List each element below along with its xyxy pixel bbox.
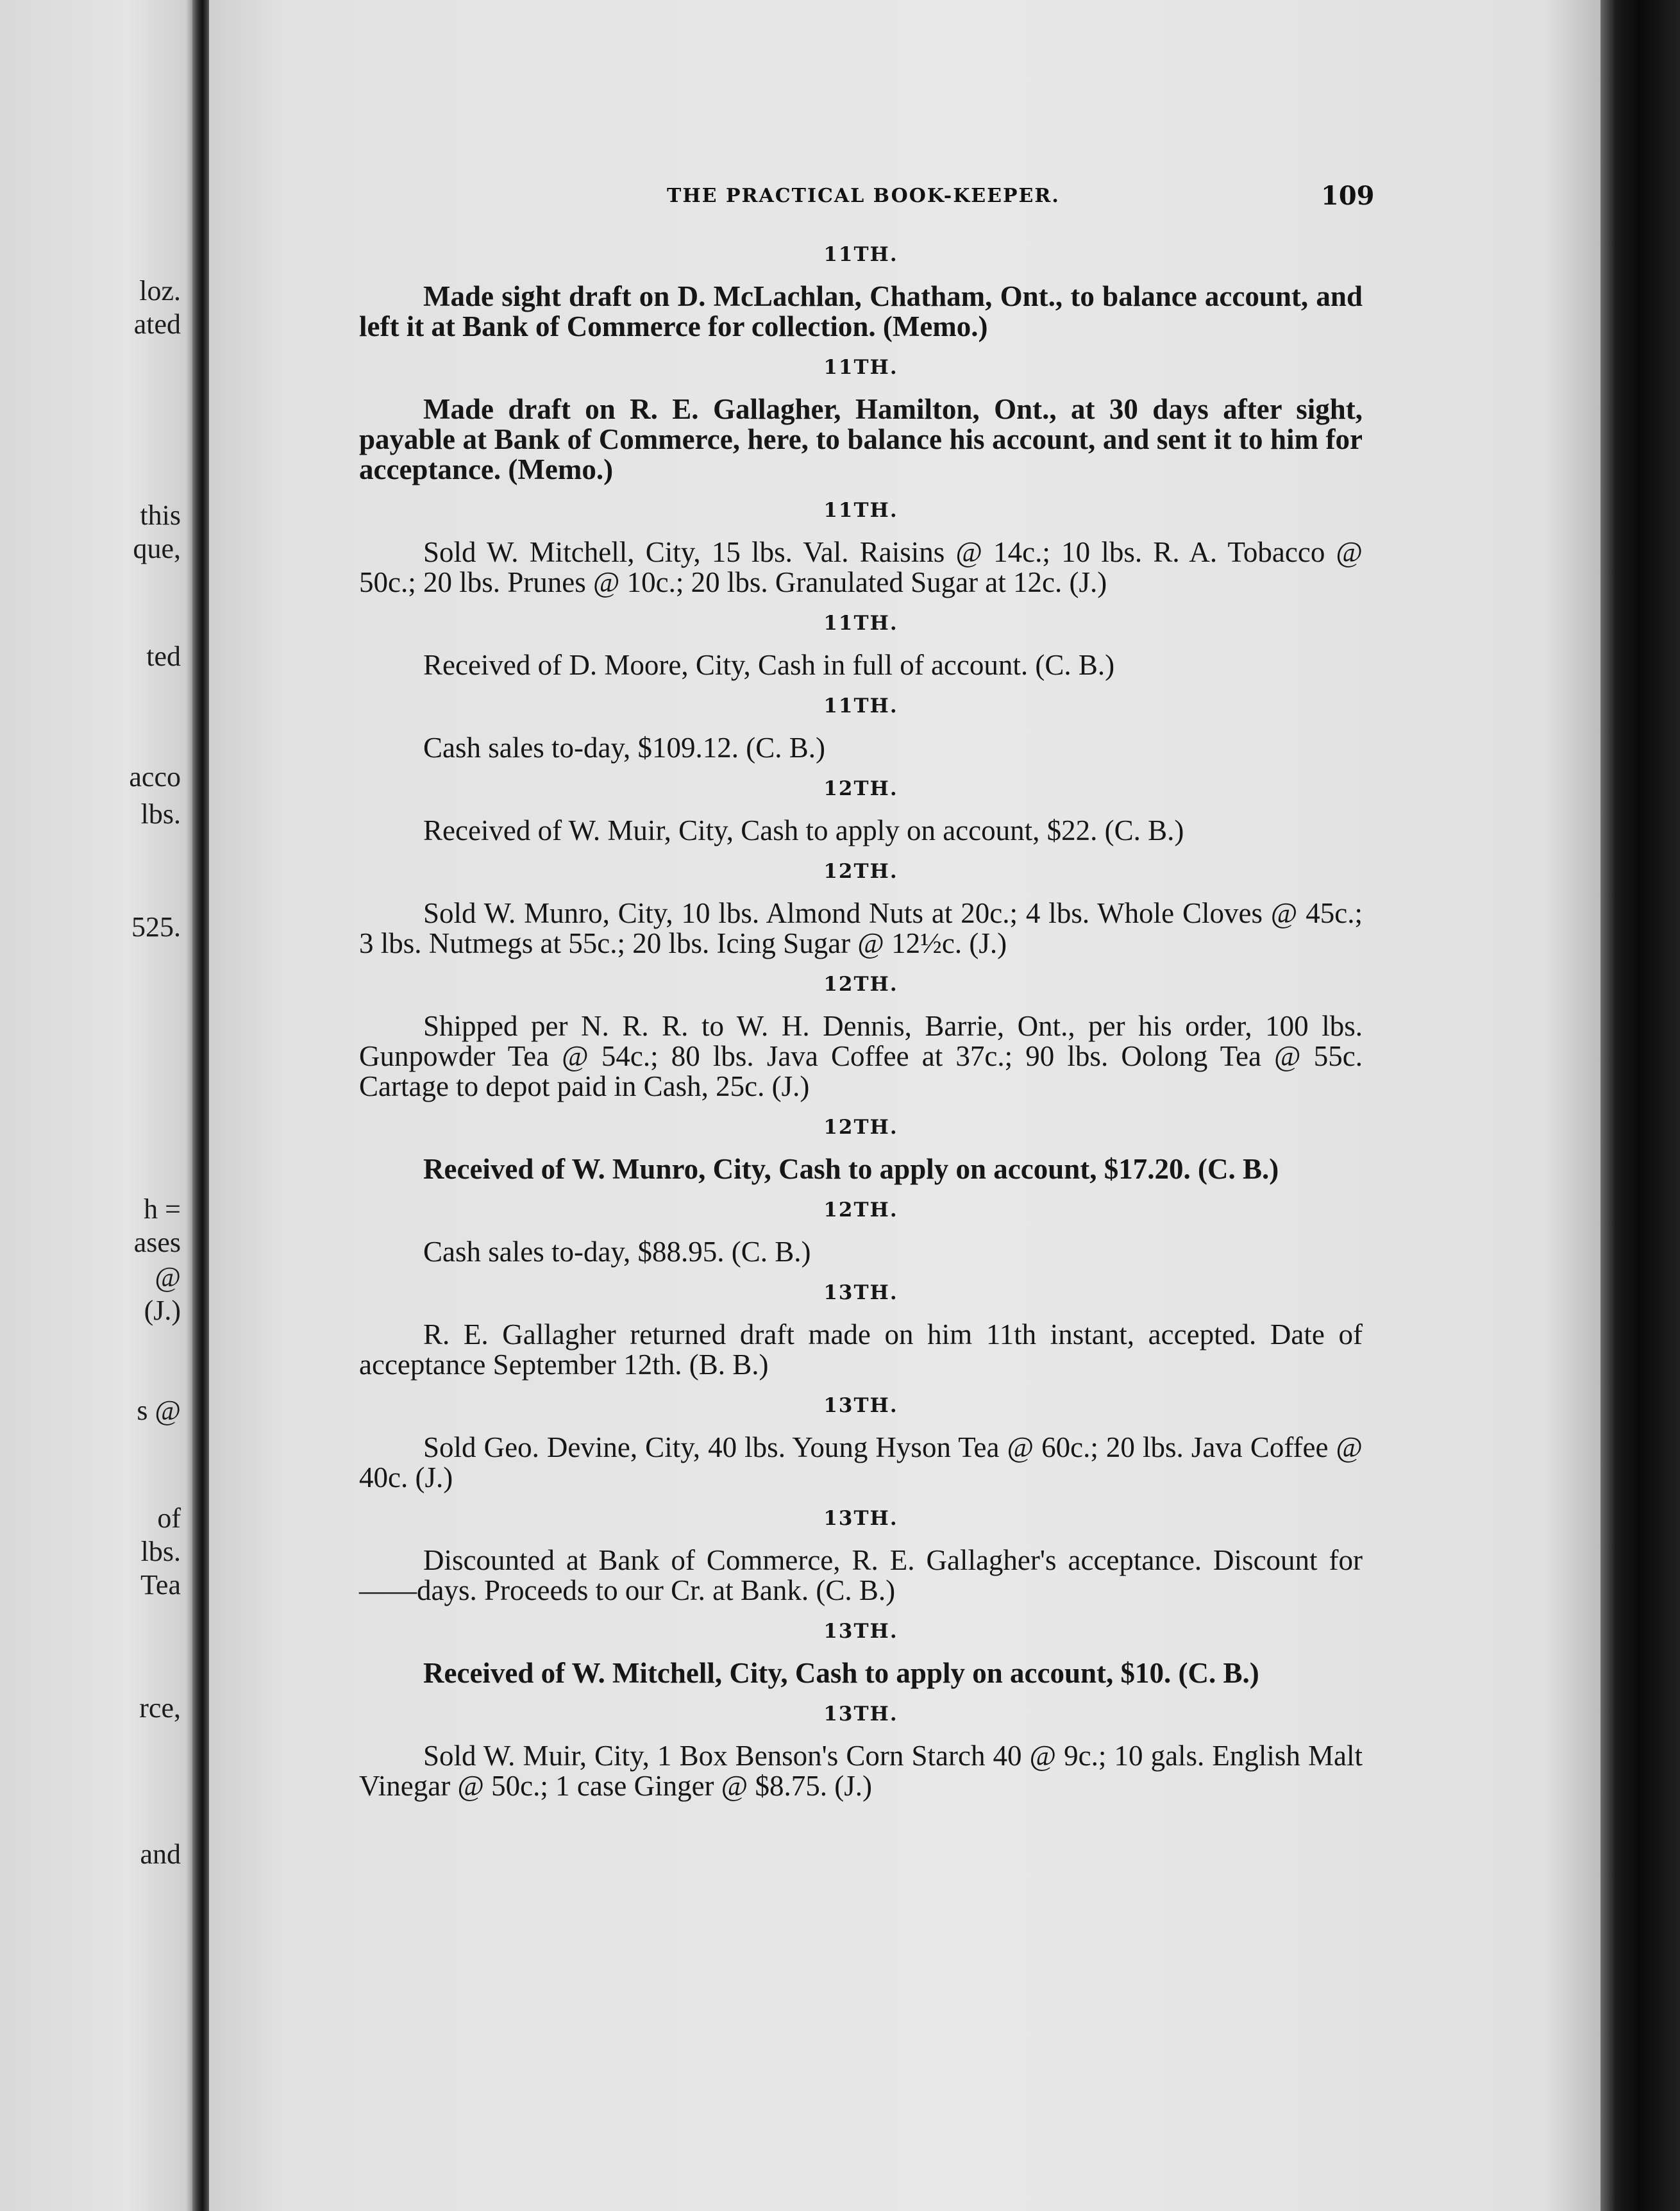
page-number: 109: [1321, 181, 1375, 211]
left-fragment: loz.: [139, 275, 181, 307]
left-fragment: h =: [144, 1193, 181, 1225]
entry-text: Sold W. Mitchell, City, 15 lbs. Val. Raisins @ 14c.; 10 lbs. R. A. Tobacco @ 50c.; 20 lbs. Prunes @ 10c.; 20 lbs. Granulated Sugar at 12c. (J.): [359, 536, 1363, 598]
entry-date: 12TH.: [823, 860, 898, 883]
entry-text: Made sight draft on D. McLachlan, Chatham, Ont., to balance account, and left it at Bank of Commerce for collection. (Memo.): [359, 280, 1363, 342]
left-fragment: ated: [133, 308, 181, 340]
left-fragment: ted: [146, 641, 181, 672]
entry-date: 12TH.: [823, 1198, 898, 1222]
left-fragment: this: [140, 500, 181, 531]
journal-entry: [359, 775, 1363, 846]
left-fragment: lbs.: [140, 798, 181, 830]
running-title: THE PRACTICAL BOOK-KEEPER.: [667, 185, 1060, 207]
left-fragment: lbs.: [140, 1536, 181, 1567]
entry-text: Received of W. Mitchell, City, Cash to apply on account, $10. (C. B.): [423, 1657, 1259, 1689]
entry-date: 13TH.: [823, 1507, 898, 1530]
entry-date: 11TH.: [823, 499, 898, 522]
journal-entry: [359, 1617, 1363, 1688]
entry-date: 12TH.: [823, 777, 898, 800]
left-fragment: @: [155, 1261, 181, 1293]
entry-text: Received of W. Muir, City, Cash to apply on account, $22. (C. B.): [423, 814, 1184, 846]
entry-text: R. E. Gallagher returned draft made on him 11th instant, accepted. Date of acceptance September 12th. (B. B.): [359, 1318, 1363, 1381]
journal-entry: [359, 1113, 1363, 1184]
entry-text: Sold W. Munro, City, 10 lbs. Almond Nuts at 20c.; 4 lbs. Whole Cloves @ 45c.; 3 lbs. Nutmegs at 55c.; 20 lbs. Icing Sugar @ 12½c. (J.): [359, 897, 1363, 959]
left-fragment: Tea: [140, 1569, 181, 1601]
entry-date: 11TH.: [823, 694, 898, 718]
journal-entry: [359, 496, 1363, 598]
journal-entry: [359, 692, 1363, 763]
journal-entry: [359, 353, 1363, 485]
entry-date: 13TH.: [823, 1620, 898, 1643]
entry-text: Received of W. Munro, City, Cash to apply on account, $17.20. (C. B.): [423, 1153, 1279, 1185]
entry-date: 11TH.: [823, 243, 898, 266]
journal-entry: [359, 240, 1363, 342]
journal-entry: [359, 1196, 1363, 1267]
entry-text: Discounted at Bank of Commerce, R. E. Gallagher's acceptance. Discount for ——days. Proceeds to our Cr. at Bank. (C. B.): [359, 1544, 1363, 1606]
entry-text: Shipped per N. R. R. to W. H. Dennis, Barrie, Ont., per his order, 100 lbs. Gunpowder Tea @ 54c.; 80 lbs. Java Coffee at 37c.; 90 lbs. Oolong Tea @ 55c. Cartage to depot paid in Cash, 25c. (J.): [359, 1010, 1363, 1102]
entry-text: Sold W. Muir, City, 1 Box Benson's Corn Starch 40 @ 9c.; 10 gals. English Malt Vinegar @ 50c.; 1 case Ginger @ $8.75. (J.): [359, 1740, 1363, 1802]
left-fragment: que,: [133, 533, 181, 564]
left-fragment: rce,: [139, 1692, 181, 1724]
entry-text: Made draft on R. E. Gallagher, Hamilton, Ont., at 30 days after sight, payable at Bank of Commerce, here, to balance his account, and sent it to him for acceptance. (Memo.): [359, 393, 1363, 485]
entry-date: 12TH.: [823, 973, 898, 996]
journal-entry: [359, 609, 1363, 680]
entry-text: Cash sales to-day, $109.12. (C. B.): [423, 732, 826, 764]
entry-text: Cash sales to-day, $88.95. (C. B.): [423, 1236, 811, 1268]
left-fragment: of: [157, 1502, 181, 1534]
journal-entry: [359, 1279, 1363, 1380]
entry-date: 13TH.: [823, 1394, 898, 1417]
left-fragment: ases: [133, 1227, 181, 1258]
left-fragment: 525.: [131, 911, 181, 943]
journal-entry: [359, 970, 1363, 1102]
journal-entry: [359, 1700, 1363, 1801]
left-fragment: acco: [129, 761, 181, 793]
journal-entry: [359, 1504, 1363, 1606]
entry-date: 11TH.: [823, 612, 898, 635]
entry-date: 12TH.: [823, 1116, 898, 1139]
journal-entry: [359, 857, 1363, 959]
entry-text: Received of D. Moore, City, Cash in full of account. (C. B.): [423, 649, 1115, 681]
left-fragment: s @: [137, 1395, 181, 1426]
page-edge: [1600, 0, 1680, 2211]
journal-entry: [359, 1391, 1363, 1493]
entry-date: 13TH.: [823, 1702, 898, 1726]
facing-page-fragment: [0, 0, 192, 2211]
entry-text: Sold Geo. Devine, City, 40 lbs. Young Hyson Tea @ 60c.; 20 lbs. Java Coffee @ 40c. (J.): [359, 1431, 1363, 1493]
left-fragment: and: [140, 1838, 181, 1870]
entry-date: 11TH.: [823, 356, 898, 379]
left-fragment: (J.): [144, 1295, 181, 1326]
journal-entries: [359, 240, 1363, 1813]
book-gutter: [192, 0, 209, 2211]
entry-date: 13TH.: [823, 1281, 898, 1304]
